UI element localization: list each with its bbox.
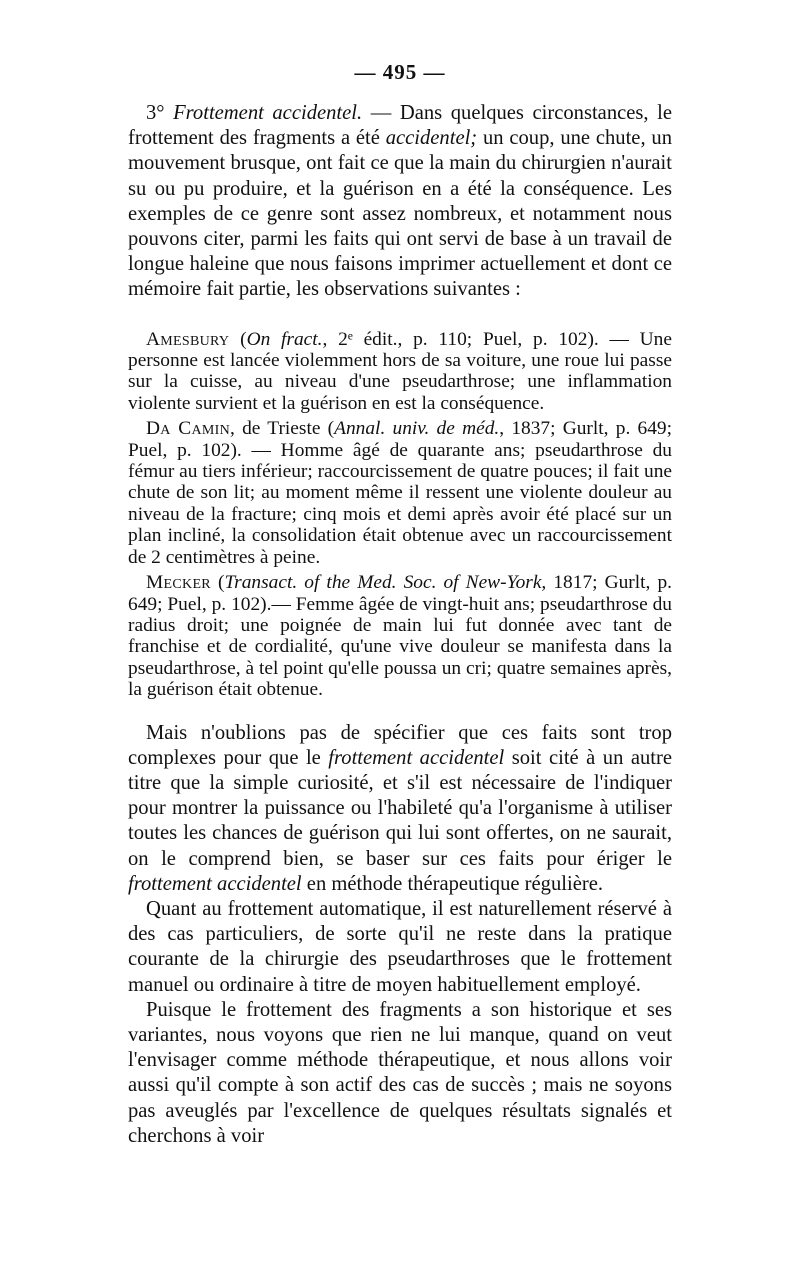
observation-author: Da Camin	[146, 418, 231, 440]
observation-mecker	[128, 572, 672, 700]
observation-ref-a: (	[210, 572, 225, 594]
closing-text-c: en méthode thérapeutique régulière.	[301, 872, 603, 895]
closing-section	[128, 721, 672, 1149]
page-number: — 495 —	[354, 60, 446, 84]
observation-amesbury	[128, 329, 672, 415]
intro-emphasis: accidentel;	[385, 127, 478, 150]
observation-author: Amesbury	[146, 328, 230, 350]
observation-da-camin	[128, 418, 672, 568]
observation-source: Transact. of the Med. Soc. of New-York,	[224, 572, 547, 594]
closing-text-b: soit cité à un autre titre que la simple curiosité, et s'il est nécessaire de l'indiquer pour montrer la puissance ou l'habileté qu'a l'organisme à utiliser toutes les chances de guérison qui lui sont offertes, on ne saurait, on le comprend bien, se baser sur ces faits pour ériger le	[128, 746, 672, 870]
observation-author: Mecker	[146, 572, 211, 594]
observation-text: , 1837; Gurlt, p. 649; Puel, p. 102). — Homme âgé de quarante ans; pseudarthrose du fémur au tiers inférieur; raccourcissement de quatre pouces; il fait une chute de son lit; au moment même il ressent une violente douleur au niveau de la fracture; cinq mois et demi après avoir été placé sur un plan incliné, la consolidation était obtenue avec un raccourcissement de 2 centimètres à peine.	[128, 418, 672, 568]
observations-list	[128, 329, 672, 701]
observation-source: Annal. univ. de méd.	[334, 418, 500, 440]
observation-ref-a: (	[229, 328, 247, 350]
closing-text-a: Mais n'oublions pas de spécifier que ces faits sont trop complexes pour que le	[128, 721, 672, 769]
closing-emphasis-2: frottement accidentel	[128, 872, 302, 895]
intro-text-b: un coup, une chute, un mouvement brusque, ont fait ce que la main du chirurgien n'aurait su ou pu produire, et la guérison en a été la conséquence. Les exemples de ce genre sont assez nombreux, et notamment nous pouvons citer, parmi les faits qui ont servi de base à un travail de longue haleine que nous faisons imprimer actuellement et dont ce mémoire fait partie, les observations suivantes :	[128, 127, 672, 301]
closing-paragraph-3: Puisque le frottement des fragments a son historique et ses variantes, nous voyons que rien ne lui manque, quand on veut l'envisager comme méthode thérapeutique, et nous allons voir aussi qu'il compte à son actif des cas de succès ; mais ne soyons pas aveuglés par l'excellence de quelques résultats signalés et cherchons à voir	[128, 998, 672, 1147]
closing-emphasis-1: frottement accidentel	[328, 746, 505, 769]
observation-ref-a: , de Trieste (	[230, 418, 335, 440]
observation-source: On fract.	[246, 328, 323, 350]
section-title: Frottement accidentel.	[173, 102, 363, 124]
intro-paragraph	[128, 101, 672, 303]
closing-paragraph-2: Quant au frottement automatique, il est naturellement réservé à des cas particuliers, de sorte qu'il ne reste dans la pratique courante de la chirurgie des pseudarthroses que le frottement manuel ou ordinaire à titre de moyen habituellement employé.	[128, 897, 672, 996]
closing-paragraph-1	[128, 721, 672, 897]
section-number: 3°	[146, 102, 174, 124]
observation-text: , 2ᵉ édit., p. 110; Puel, p. 102). — Une personne est lancée violemment hors de sa voiture, une roue lui passe sur la cuisse, au niveau d'une pseudarthrose; une inflammation violente survient et la guérison en est la conséquence.	[128, 328, 672, 414]
intro-text-a: — Dans quelques circonstances, le frottement des fragments a été	[128, 102, 672, 150]
observation-text: 1817; Gurlt, p. 649; Puel, p. 102).— Femme âgée de vingt-huit ans; pseudarthrose du radius droit; une poignée de main lui fut donnée avec tant de franchise et de cordialité, qu'une vive douleur se manifesta dans la pseudarthrose, à tel point qu'elle poussa un cri; quatre semaines après, la guérison était obtenue.	[128, 572, 672, 701]
